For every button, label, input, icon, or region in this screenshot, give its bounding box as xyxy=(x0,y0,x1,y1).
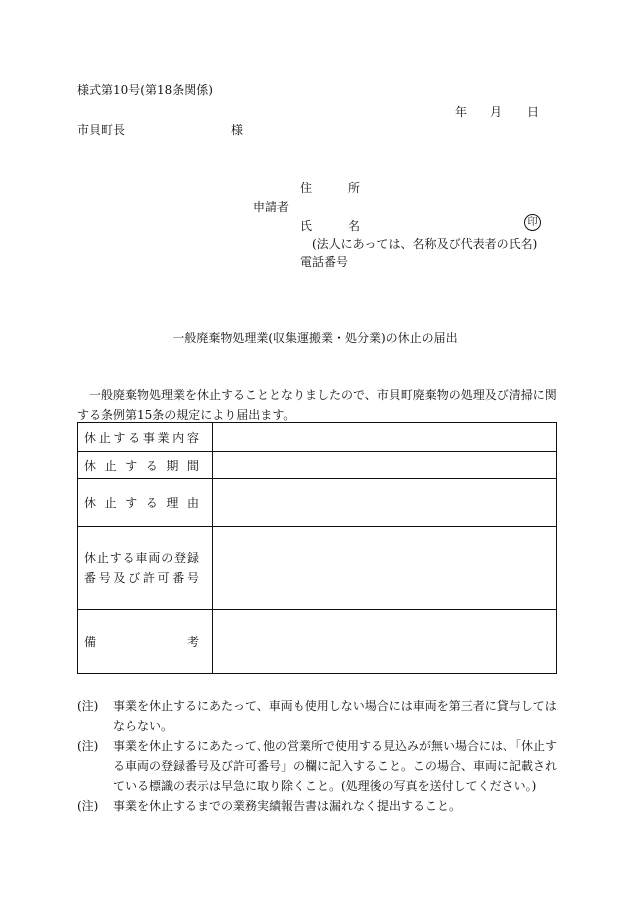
name-label: 氏 名 xyxy=(300,219,373,233)
table-row-period xyxy=(78,452,557,479)
seal-icon: 印 xyxy=(524,214,541,231)
row-value-period[interactable] xyxy=(213,452,557,479)
details-table xyxy=(77,422,557,674)
row-label-reason: 休止する理由 xyxy=(78,479,213,527)
row-value-vehicle[interactable] xyxy=(213,527,557,610)
table-row-content xyxy=(78,423,557,452)
table-row-vehicle xyxy=(78,527,557,610)
row-label-remarks: 備考 xyxy=(78,610,213,674)
date-day-label: 日 xyxy=(527,105,540,119)
table-row-reason xyxy=(78,479,557,527)
row-label-period: 休止する期間 xyxy=(78,452,213,479)
note-item xyxy=(77,696,557,736)
note-item xyxy=(77,796,557,816)
table-row-remarks xyxy=(78,610,557,674)
note-text: 事業を休止するにあたって、車両も使用しない場合には車両を第三者に貸与してはならない。 xyxy=(113,699,557,733)
date-year-label: 年 xyxy=(455,105,468,119)
applicant-label: 申請者 xyxy=(253,200,290,214)
corporation-note: (法人にあっては、名称及び代表者の氏名) xyxy=(312,237,538,251)
row-label-vehicle: 休止する車両の登録 番号及び許可番号 xyxy=(78,527,213,610)
addressee-honorific: 様 xyxy=(231,123,244,137)
addressee xyxy=(77,123,244,137)
address-label: 住 所 xyxy=(300,181,373,195)
note-text: 事業を休止するにあたって､他の営業所で使用する見込みが無い場合には､「休止する車両の登録番号及び許可番号」の欄に記入すること。この場合、車両に記載されている標識の表示は早急に取り除くこと。(処理後の写真を送付してください。) xyxy=(113,739,558,793)
form-number: 様式第10号(第18条関係) xyxy=(77,83,213,97)
date-month-label: 月 xyxy=(490,105,503,119)
row-value-remarks[interactable] xyxy=(213,610,557,674)
note-item xyxy=(77,736,557,796)
row-value-reason[interactable] xyxy=(213,479,557,527)
phone-label: 電話番号 xyxy=(300,255,349,269)
notes-section xyxy=(77,696,557,816)
row-label-content: 休止する事業内容 xyxy=(78,423,213,452)
note-text: 事業を休止するまでの業務実績報告書は漏れなく提出すること。 xyxy=(113,799,462,813)
note-mark: (注) xyxy=(77,799,99,813)
document-title: 一般廃棄物処理業(収集運搬業・処分業)の休止の届出 xyxy=(172,331,458,345)
note-mark: (注) xyxy=(77,699,99,713)
addressee-name: 市貝町長 xyxy=(77,123,126,137)
note-mark: (注) xyxy=(77,739,99,753)
body-text: 一般廃棄物処理業を休止することとなりましたので、市貝町廃棄物の処理及び清掃に関する条例第15条の規定により届出ます。 xyxy=(77,388,557,422)
row-value-content[interactable] xyxy=(213,423,557,452)
